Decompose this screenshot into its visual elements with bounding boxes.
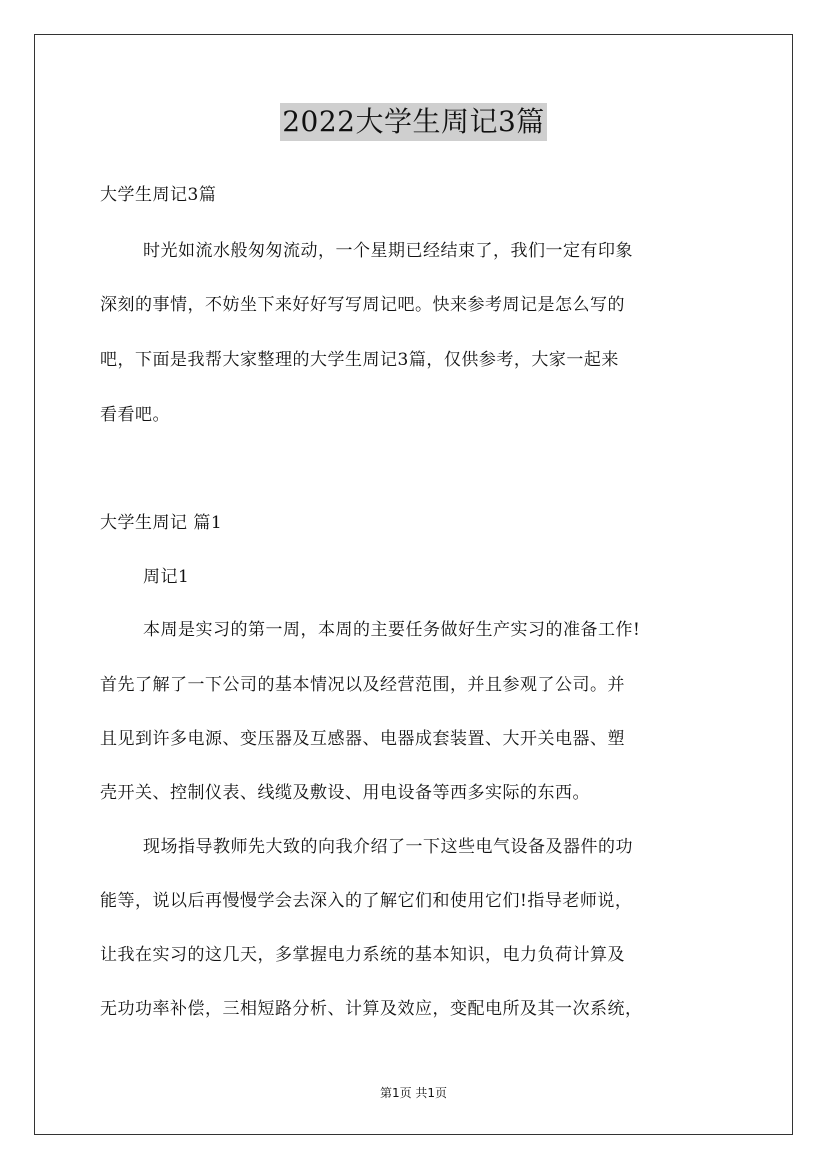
document-subtitle: 大学生周记3篇 [100,185,217,205]
paragraph1-line-1: 本周是实习的第一周，本周的主要任务做好生产实习的准备工作! [143,620,641,640]
paragraph2-line-1: 现场指导教师先大致的向我介绍了一下这些电气设备及器件的功 [143,837,633,857]
paragraph1-line-4: 壳开关、控制仪表、线缆及敷设、用电设备等西多实际的东西。 [100,783,590,803]
paragraph2-line-4: 无功功率补偿，三相短路分析、计算及效应，变配电所及其一次系统， [100,999,643,1019]
paragraph2-line-3: 让我在实习的这几天，多掌握电力系统的基本知识，电力负荷计算及 [100,945,625,965]
paragraph1-line-2: 首先了解了一下公司的基本情况以及经营范围，并且参观了公司。并 [100,675,625,695]
intro-line-1: 时光如流水般匆匆流动，一个星期已经结束了，我们一定有印象 [143,241,633,261]
paragraph1-line-3: 且见到许多电源、变压器及互感器、电器成套装置、大开关电器、塑 [100,729,625,749]
intro-line-2: 深刻的事情，不妨坐下来好好写写周记吧。快来参考周记是怎么写的 [100,295,625,315]
page-footer: 第1页 共1页 [379,1086,448,1100]
document-title: 2022大学生周记3篇 [280,103,547,141]
paragraph2-line-2: 能等，说以后再慢慢学会去深入的了解它们和使用它们!指导老师说， [100,891,633,911]
title-container [0,103,827,141]
intro-line-4: 看看吧。 [100,405,170,425]
entry-heading: 周记1 [143,567,190,587]
section-heading: 大学生周记 篇1 [100,513,223,533]
intro-line-3: 吧，下面是我帮大家整理的大学生周记3篇，仅供参考，大家一起来 [100,350,619,370]
